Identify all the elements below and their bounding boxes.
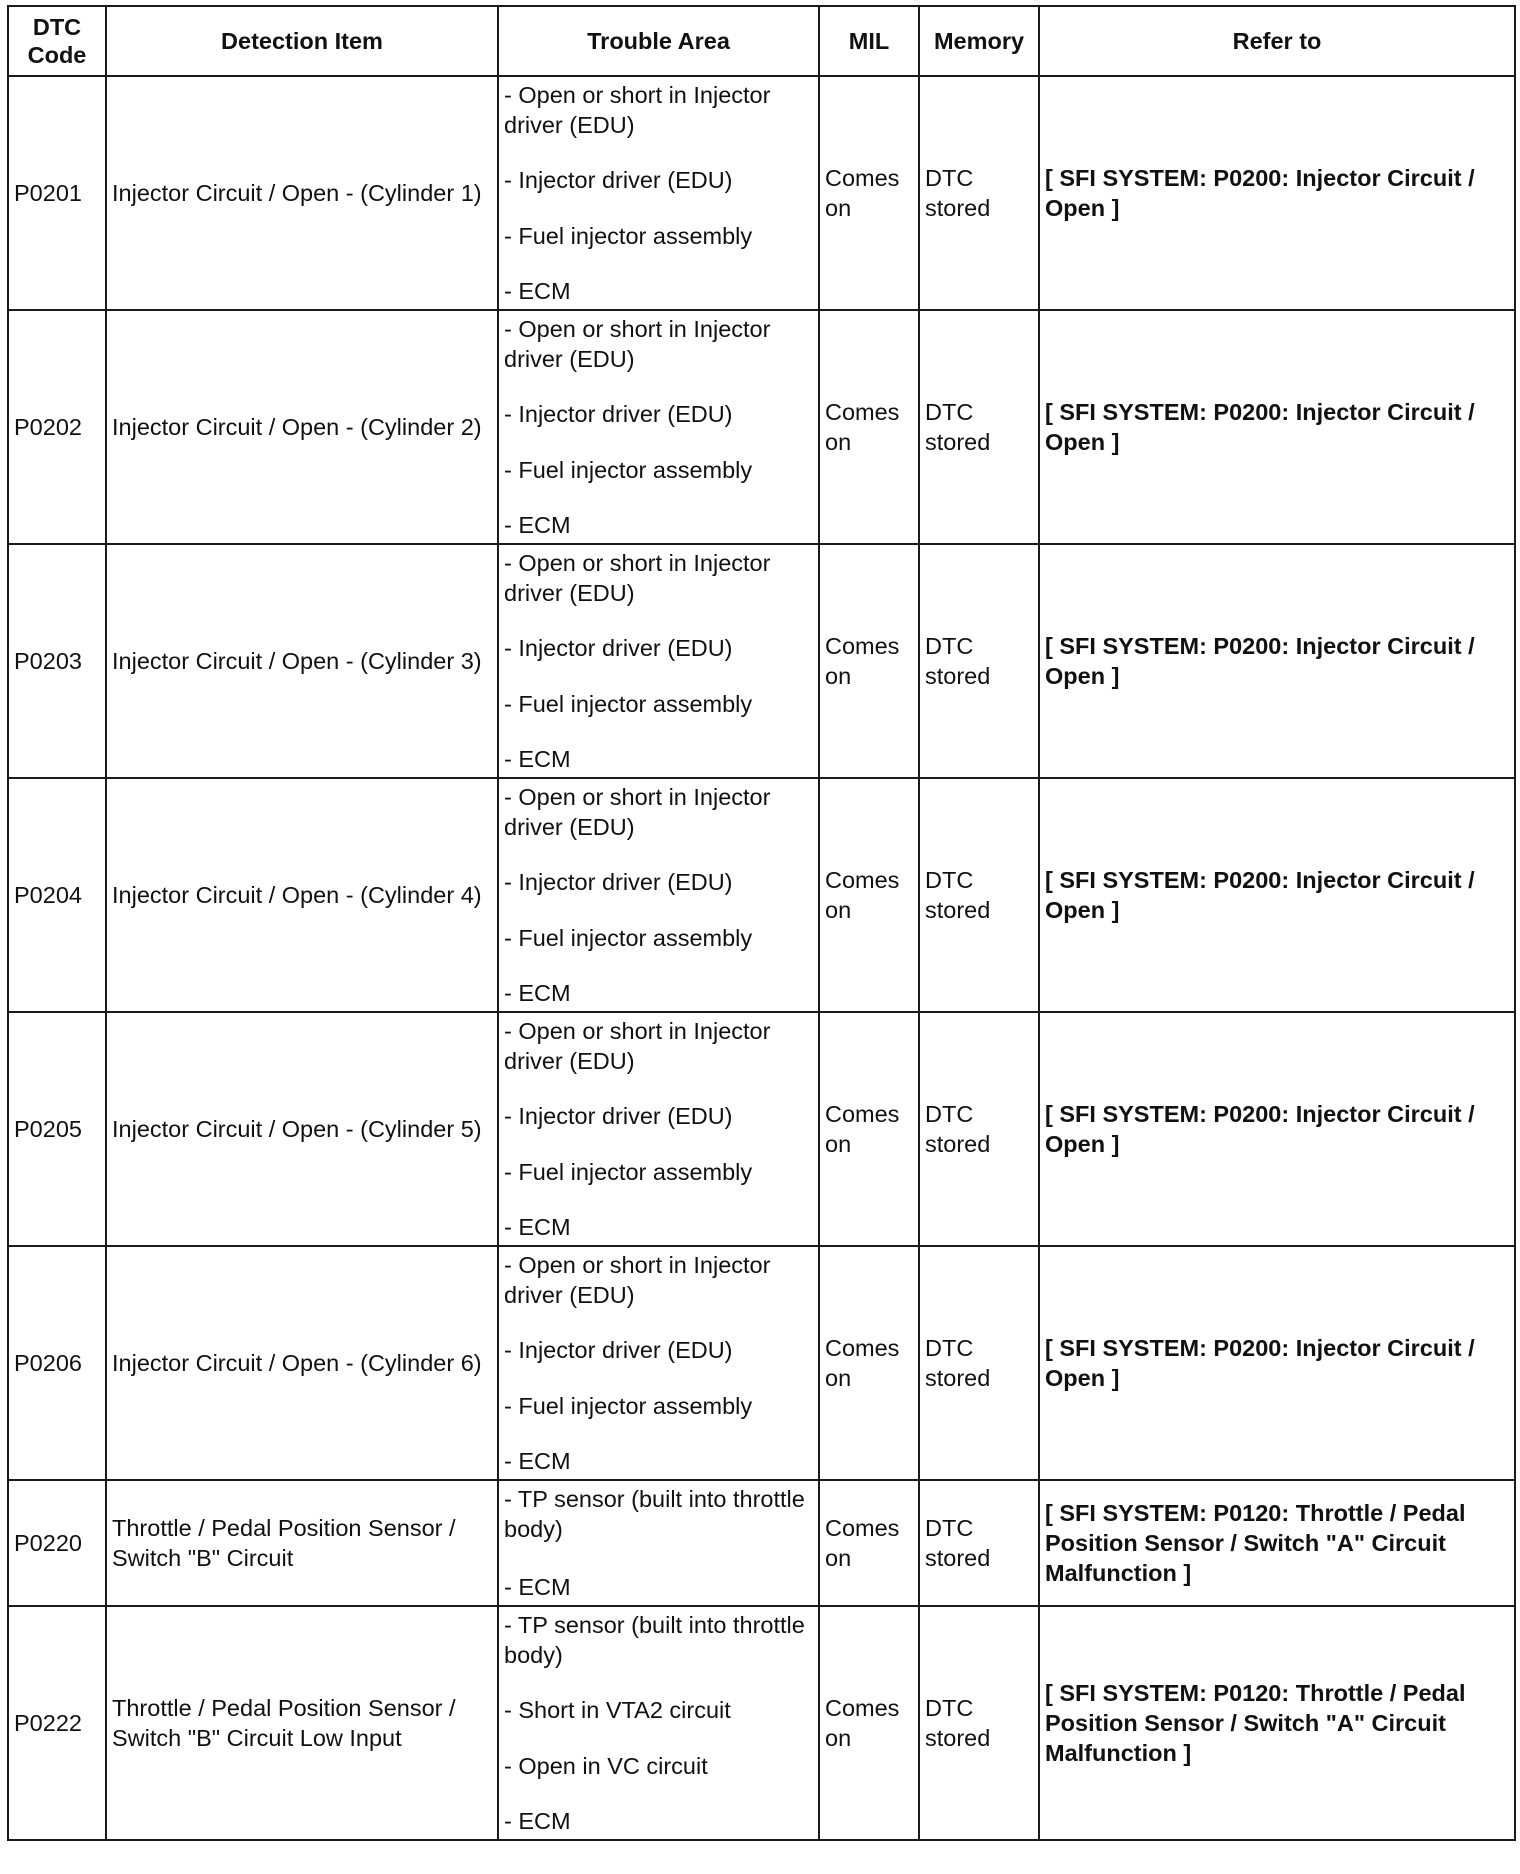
trouble-area — [498, 1012, 819, 1246]
refer-to-link[interactable]: [ SFI SYSTEM: P0200: Injector Circuit / Open ] — [1039, 76, 1515, 310]
detection-item: Injector Circuit / Open - (Cylinder 1) — [106, 76, 498, 310]
trouble-area-line: - Injector driver (EDU) — [504, 401, 733, 428]
mil-status: Comes on — [819, 310, 919, 544]
dtc-code: P0202 — [8, 310, 106, 544]
dtc-table — [7, 5, 1516, 1841]
trouble-area-line: - ECM — [504, 1213, 571, 1240]
refer-to-link[interactable]: [ SFI SYSTEM: P0200: Injector Circuit / Open ] — [1039, 1246, 1515, 1480]
detection-item: Throttle / Pedal Position Sensor / Switch "B" Circuit — [106, 1480, 498, 1606]
trouble-area — [498, 1246, 819, 1480]
detection-item: Injector Circuit / Open - (Cylinder 2) — [106, 310, 498, 544]
trouble-area-line: - ECM — [504, 1447, 571, 1474]
trouble-area-line: - Injector driver (EDU) — [504, 869, 733, 896]
table-row — [8, 1480, 1515, 1606]
table-row — [8, 310, 1515, 544]
refer-to-link[interactable]: [ SFI SYSTEM: P0200: Injector Circuit / Open ] — [1039, 1012, 1515, 1246]
detection-item: Injector Circuit / Open - (Cylinder 3) — [106, 544, 498, 778]
dtc-code: P0220 — [8, 1480, 106, 1606]
table-row — [8, 1246, 1515, 1480]
table-row — [8, 544, 1515, 778]
trouble-area-line: - Injector driver (EDU) — [504, 1103, 733, 1130]
dtc-code: P0203 — [8, 544, 106, 778]
trouble-area-line: - Injector driver (EDU) — [504, 167, 733, 194]
detection-item: Throttle / Pedal Position Sensor / Switch "B" Circuit Low Input — [106, 1606, 498, 1840]
detection-item: Injector Circuit / Open - (Cylinder 6) — [106, 1246, 498, 1480]
header-detection-item: Detection Item — [106, 6, 498, 76]
trouble-area-line: - ECM — [504, 1807, 571, 1834]
header-trouble-area: Trouble Area — [498, 6, 819, 76]
refer-to-link[interactable]: [ SFI SYSTEM: P0200: Injector Circuit / Open ] — [1039, 778, 1515, 1012]
memory-status: DTC stored — [919, 76, 1039, 310]
mil-status: Comes on — [819, 544, 919, 778]
dtc-code: P0204 — [8, 778, 106, 1012]
header-refer-to: Refer to — [1039, 6, 1515, 76]
memory-status: DTC stored — [919, 310, 1039, 544]
trouble-area-line: - Fuel injector assembly — [504, 1158, 753, 1185]
memory-status: DTC stored — [919, 1480, 1039, 1606]
trouble-area-line: - Open or short in Injector driver (EDU) — [504, 82, 771, 138]
dtc-code: P0205 — [8, 1012, 106, 1246]
table-row — [8, 1012, 1515, 1246]
trouble-area — [498, 778, 819, 1012]
trouble-area — [498, 544, 819, 778]
mil-status: Comes on — [819, 778, 919, 1012]
trouble-area-line: - Injector driver (EDU) — [504, 635, 733, 662]
table-row — [8, 76, 1515, 310]
trouble-area-line: - ECM — [504, 979, 571, 1006]
trouble-area-line: - ECM — [504, 277, 571, 304]
trouble-area-line: - Fuel injector assembly — [504, 222, 753, 249]
trouble-area-line: - TP sensor (built into throttle body) — [504, 1486, 805, 1542]
trouble-area — [498, 310, 819, 544]
memory-status: DTC stored — [919, 1012, 1039, 1246]
trouble-area-line: - ECM — [504, 745, 571, 772]
trouble-area-line: - Open or short in Injector driver (EDU) — [504, 1018, 771, 1074]
trouble-area-line: - TP sensor (built into throttle body) — [504, 1612, 805, 1668]
memory-status: DTC stored — [919, 544, 1039, 778]
memory-status: DTC stored — [919, 1606, 1039, 1840]
refer-to-link[interactable]: [ SFI SYSTEM: P0120: Throttle / Pedal Position Sensor / Switch "A" Circuit Malfunction ] — [1039, 1480, 1515, 1606]
trouble-area — [498, 1480, 819, 1606]
trouble-area-line: - Injector driver (EDU) — [504, 1337, 733, 1364]
trouble-area-line: - ECM — [504, 511, 571, 538]
trouble-area-line: - Fuel injector assembly — [504, 1392, 753, 1419]
trouble-area — [498, 76, 819, 310]
mil-status: Comes on — [819, 1480, 919, 1606]
mil-status: Comes on — [819, 1246, 919, 1480]
detection-item: Injector Circuit / Open - (Cylinder 5) — [106, 1012, 498, 1246]
refer-to-link[interactable]: [ SFI SYSTEM: P0120: Throttle / Pedal Position Sensor / Switch "A" Circuit Malfunction ] — [1039, 1606, 1515, 1840]
trouble-area-line: - Open in VC circuit — [504, 1752, 708, 1779]
header-row — [8, 6, 1515, 76]
dtc-code: P0222 — [8, 1606, 106, 1840]
memory-status: DTC stored — [919, 778, 1039, 1012]
mil-status: Comes on — [819, 76, 919, 310]
header-memory: Memory — [919, 6, 1039, 76]
trouble-area — [498, 1606, 819, 1840]
table-row — [8, 1606, 1515, 1840]
trouble-area-line: - Open or short in Injector driver (EDU) — [504, 784, 771, 840]
mil-status: Comes on — [819, 1012, 919, 1246]
trouble-area-line: - Fuel injector assembly — [504, 924, 753, 951]
trouble-area-line: - ECM — [504, 1574, 571, 1600]
header-dtc-code: DTC Code — [8, 6, 106, 76]
trouble-area-line: - Open or short in Injector driver (EDU) — [504, 1252, 771, 1308]
dtc-code: P0201 — [8, 76, 106, 310]
trouble-area-line: - Fuel injector assembly — [504, 690, 753, 717]
dtc-code: P0206 — [8, 1246, 106, 1480]
header-mil: MIL — [819, 6, 919, 76]
trouble-area-line: - Open or short in Injector driver (EDU) — [504, 316, 771, 372]
trouble-area-line: - Open or short in Injector driver (EDU) — [504, 550, 771, 606]
refer-to-link[interactable]: [ SFI SYSTEM: P0200: Injector Circuit / Open ] — [1039, 310, 1515, 544]
table-row — [8, 778, 1515, 1012]
memory-status: DTC stored — [919, 1246, 1039, 1480]
mil-status: Comes on — [819, 1606, 919, 1840]
detection-item: Injector Circuit / Open - (Cylinder 4) — [106, 778, 498, 1012]
refer-to-link[interactable]: [ SFI SYSTEM: P0200: Injector Circuit / Open ] — [1039, 544, 1515, 778]
trouble-area-line: - Fuel injector assembly — [504, 456, 753, 483]
trouble-area-line: - Short in VTA2 circuit — [504, 1697, 731, 1724]
